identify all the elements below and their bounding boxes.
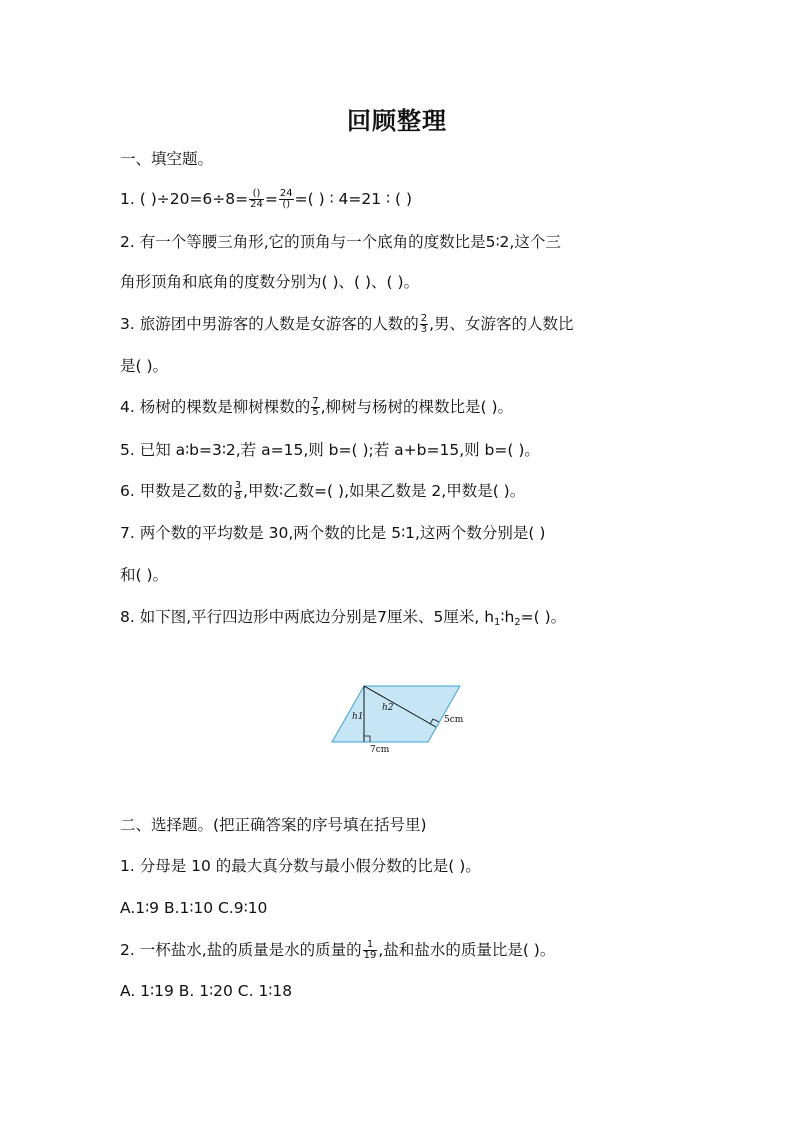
question-1-6 [120,480,525,502]
fraction-numerator: 1 [363,940,378,951]
question-2-1-options: A.1∶9 B.1∶10 C.9∶10 [120,899,268,917]
fraction-denominator: 3 [420,324,428,335]
section1-heading: 一、填空题。 [120,150,214,168]
fraction-numerator: () [249,189,264,200]
subscript-2: 2 [514,617,521,628]
question-1-2-line1: 2. 有一个等腰三角形,它的顶角与一个底角的度数比是5∶2,这个三 [120,233,561,251]
fraction-denominator: 24 [250,199,263,210]
q8-ratio-mid: ∶h [500,608,515,626]
q2-2-text-a: 2. 一杯盐水,盐的质量是水的质量的 [120,941,362,959]
fraction-numerator: 24 [279,188,293,199]
q1-equals: = [264,190,278,208]
fraction-denominator: () [282,199,291,210]
page-title: 回顾整理 [347,106,447,135]
question-1-3-line2: 是( )。 [120,357,169,375]
question-1-7-line2: 和( )。 [120,566,169,584]
fraction-3-8 [234,481,242,502]
question-1-5: 5. 已知 a∶b=3∶2,若 a=15,则 b=( );若 a+b=15,则 b=( )。 [120,441,540,459]
q3-text-b: ,男、女游客的人数比 [429,315,574,333]
q1-text-a: 1. ( )÷20=6÷8= [120,190,249,208]
question-1-1 [120,188,412,210]
label-h1: h1 [352,712,364,722]
parallelogram-figure [326,680,476,760]
question-1-8 [120,606,566,634]
question-2-2-options: A. 1∶19 B. 1∶20 C. 1∶18 [120,982,293,1000]
fraction-7-5 [311,397,319,418]
fraction-blank-over-24 [249,189,264,210]
label-h2: h2 [382,703,394,713]
fraction-denominator: 8 [234,491,242,502]
label-7cm: 7cm [370,745,390,755]
question-2-1: 1. 分母是 10 的最大真分数与最小假分数的比是( )。 [120,857,481,875]
q6-text-a: 6. 甲数是乙数的 [120,482,233,500]
q2-2-text-b: ,盐和盐水的质量比是( )。 [378,941,556,959]
fraction-denominator: 19 [363,950,377,961]
q4-text-a: 4. 杨树的棵数是柳树棵数的 [120,398,311,416]
question-1-4 [120,396,513,418]
q6-text-b: ,甲数∶乙数=( ),如果乙数是 2,甲数是( )。 [243,482,526,500]
question-1-3-line1 [120,313,574,335]
question-1-2-line2: 角形顶角和底角的度数分别为( )、( )、( )。 [120,273,420,291]
q3-text-a: 3. 旅游团中男游客的人数是女游客的人数的 [120,315,419,333]
fraction-numerator: 3 [234,480,242,491]
subscript-1: 1 [494,617,501,628]
fraction-24-over-blank [279,189,294,210]
fraction-numerator: 2 [420,313,428,324]
q4-text-b: ,柳树与杨树的棵数比是( )。 [320,398,514,416]
fraction-numerator: 7 [312,396,319,407]
q8-text-b: =( )。 [520,608,567,626]
fraction-1-19 [363,940,378,961]
section2-heading: 二、选择题。(把正确答案的序号填在括号里) [120,816,427,834]
question-1-7-line1: 7. 两个数的平均数是 30,两个数的比是 5∶1,这两个数分别是( ) [120,524,546,542]
fraction-2-3 [420,314,428,335]
q1-text-b: =( ) ∶ 4=21 ∶ ( ) [294,190,412,208]
fraction-denominator: 5 [312,407,319,418]
question-2-2 [120,939,555,961]
q8-text-a: 8. 如下图,平行四边形中两底边分别是7厘米、5厘米, h [120,608,495,626]
label-5cm: 5cm [444,715,464,725]
